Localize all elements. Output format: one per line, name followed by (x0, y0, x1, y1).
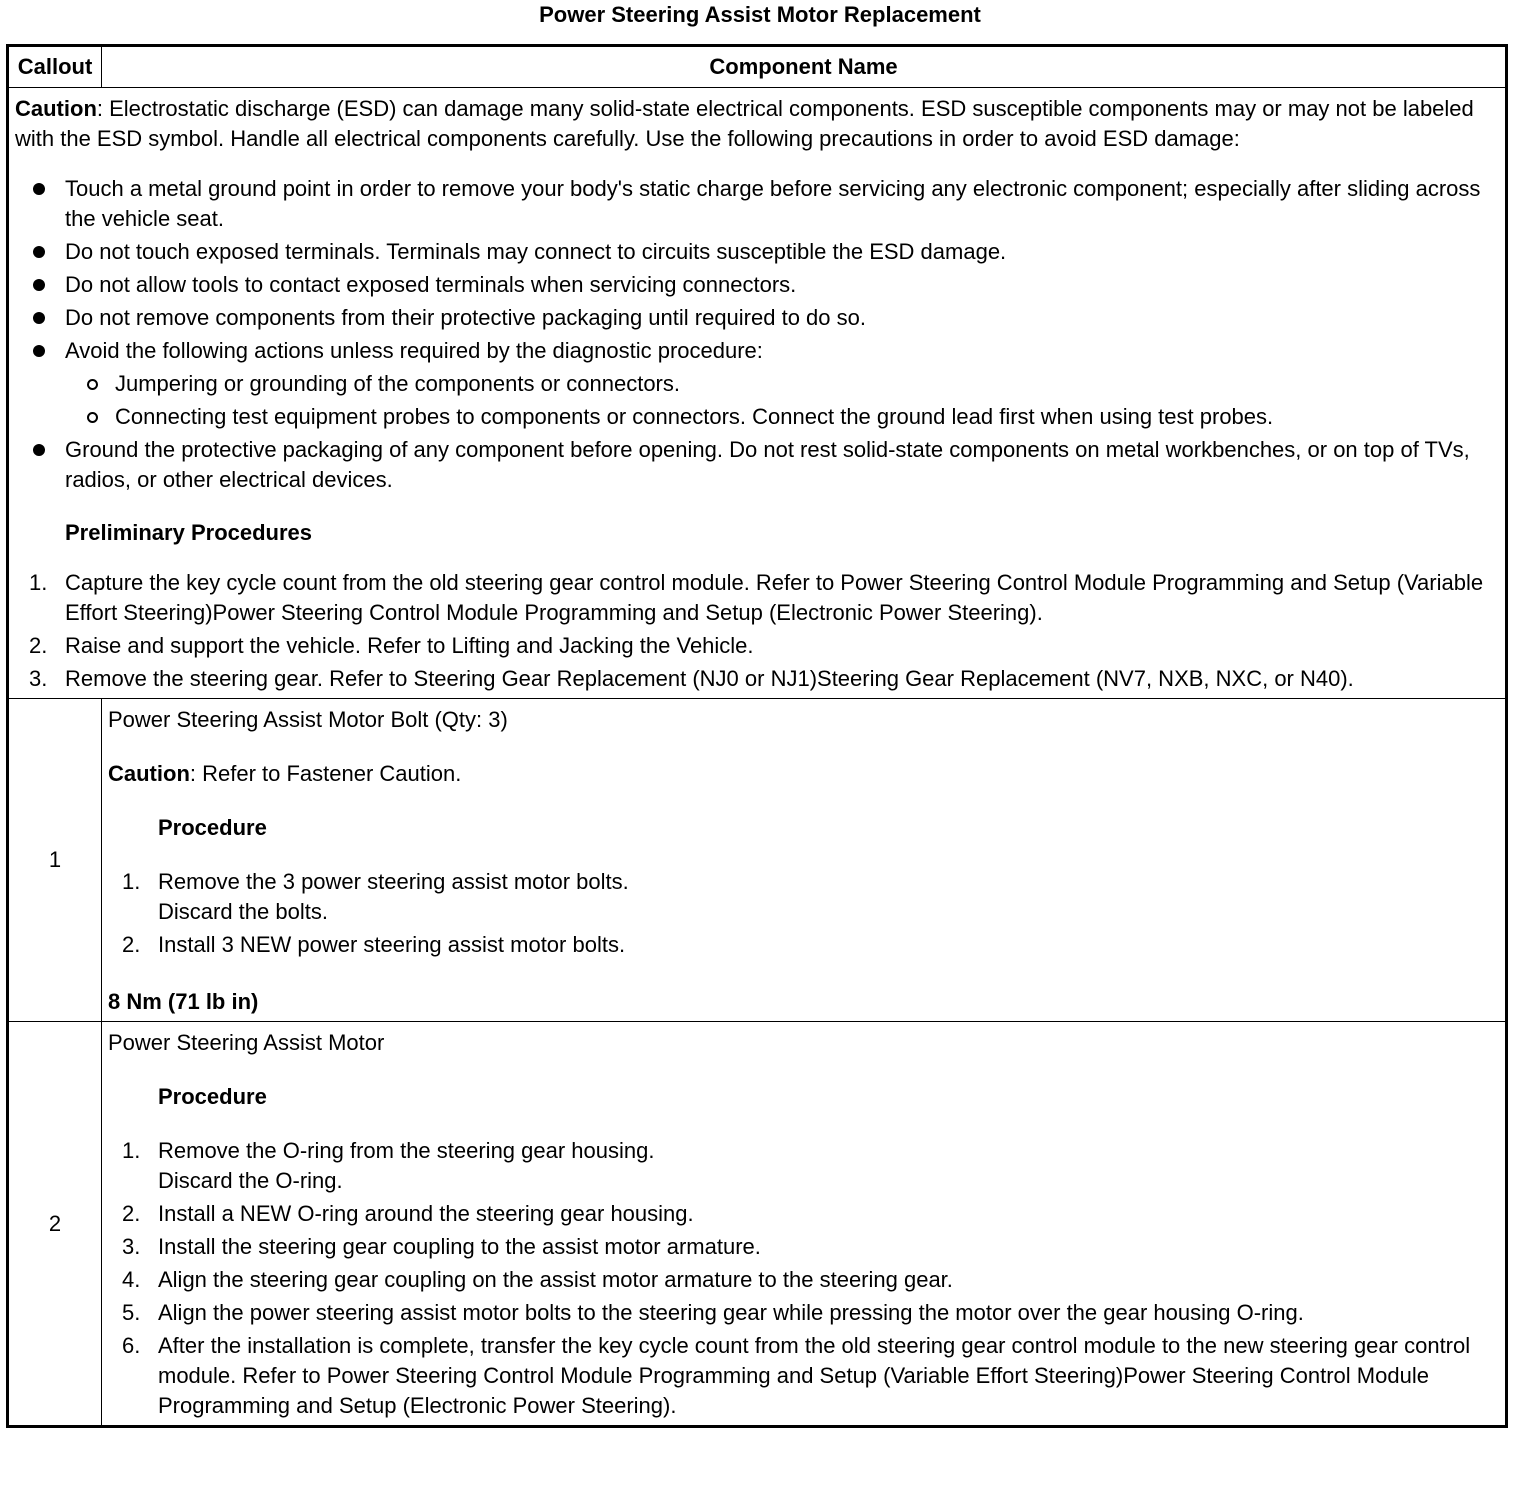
table-row (8, 1022, 1507, 1427)
sub-list-item: Jumpering or grounding of the components or connectors. (65, 369, 1501, 399)
step-number: 2. (122, 1201, 141, 1226)
step-number: 2. (122, 932, 141, 957)
page-title: Power Steering Assist Motor Replacement (539, 2, 981, 27)
step-text: Install the steering gear coupling to the assist motor armature. (158, 1234, 761, 1259)
component-cell (102, 1022, 1507, 1427)
list-item (108, 1199, 1501, 1229)
list-item: Do not remove components from their protective packaging until required to do so. (15, 303, 1501, 333)
step-number: 6. (122, 1333, 141, 1358)
preliminary-procedures-heading: Preliminary Procedures (65, 520, 313, 545)
step-text: Remove the 3 power steering assist motor bolts. (158, 869, 629, 894)
caution-body: : Refer to Fastener Caution. (189, 761, 462, 786)
fastener-caution (108, 759, 1501, 789)
callout-cell: 1 (8, 699, 102, 1022)
step-text: Raise and support the vehicle. Refer to Lifting and Jacking the Vehicle. (65, 633, 754, 658)
step-note: Discard the bolts. (158, 899, 328, 924)
step-text: Remove the steering gear. Refer to Steering Gear Replacement (NJ0 or NJ1)Steering Gear Replacement (NV7, NXB, NXC, or N40). (65, 666, 1354, 691)
procedure-steps-list (108, 867, 1501, 960)
step-text: Install a NEW O-ring around the steering gear housing. (158, 1201, 694, 1226)
step-number: 2. (29, 633, 48, 658)
list-item (108, 1136, 1501, 1196)
component-name-header: Component Name (102, 46, 1507, 88)
procedure-heading: Procedure (158, 815, 267, 840)
list-item (108, 1331, 1501, 1421)
step-text: Capture the key cycle count from the old steering gear control module. Refer to Power Steering Control Module Programming and Setup (Variable Effort Steering)Power Steering Control Module Programming and Setup (Electronic Power Steering). (65, 570, 1484, 625)
step-text: Align the power steering assist motor bolts to the steering gear while pressing the motor over the gear housing O-ring. (158, 1300, 1304, 1325)
table-row (8, 699, 1507, 1022)
list-item: Touch a metal ground point in order to remove your body's static charge before servicing any electronic component; especially after sliding across the vehicle seat. (15, 174, 1501, 234)
step-number: 3. (29, 666, 48, 691)
procedure-steps-list (108, 1136, 1501, 1421)
step-text: Remove the O-ring from the steering gear housing. (158, 1138, 655, 1163)
caution-body: : Electrostatic discharge (ESD) can damage many solid-state electrical components. ESD susceptible components may or may not be labeled with the ESD symbol. Handle all electrical components carefully. Use the following precautions in order to avoid ESD damage: (15, 96, 1474, 151)
caution-row (8, 88, 1507, 699)
step-text: Align the steering gear coupling on the assist motor armature to the steering gear. (158, 1267, 953, 1292)
step-number: 1. (29, 570, 48, 595)
list-item (15, 336, 1501, 432)
step-number: 1. (122, 869, 141, 894)
step-note: Discard the O-ring. (158, 1168, 343, 1193)
list-item: Do not allow tools to contact exposed terminals when servicing connectors. (15, 270, 1501, 300)
step-number: 4. (122, 1267, 141, 1292)
list-item (108, 1265, 1501, 1295)
list-item: Ground the protective packaging of any component before opening. Do not rest solid-state components on metal workbenches, or on top of TVs, radios, or other electrical devices. (15, 435, 1501, 495)
callout-header: Callout (8, 46, 102, 88)
list-item (15, 631, 1501, 661)
list-item (15, 664, 1501, 694)
caution-cell (8, 88, 1507, 699)
callout-cell: 2 (8, 1022, 102, 1427)
procedure-table (6, 44, 1508, 1428)
step-number: 3. (122, 1234, 141, 1259)
procedure-heading: Procedure (158, 1084, 267, 1109)
list-item-text: Avoid the following actions unless required by the diagnostic procedure: (65, 338, 763, 363)
step-text: After the installation is complete, transfer the key cycle count from the old steering gear control module to the new steering gear control module. Refer to Power Steering Control Module Programming and Setup (Variable Effort Steering)Power Steering Control Module Programming and Setup (Electronic Power Steering). (158, 1333, 1471, 1418)
component-name: Power Steering Assist Motor Bolt (Qty: 3) (108, 707, 508, 732)
step-number: 1. (122, 1138, 141, 1163)
caution-label: Caution (108, 761, 190, 786)
table-header-row (8, 46, 1507, 88)
step-text: Install 3 NEW power steering assist motor bolts. (158, 932, 626, 957)
step-number: 5. (122, 1300, 141, 1325)
torque-spec: 8 Nm (71 lb in) (108, 989, 259, 1014)
sub-list (65, 369, 1501, 432)
preliminary-steps-list (15, 568, 1501, 694)
sub-list-item: Connecting test equipment probes to components or connectors. Connect the ground lead first when using test probes. (65, 402, 1501, 432)
list-item (108, 930, 1501, 960)
list-item: Do not touch exposed terminals. Terminals may connect to circuits susceptible the ESD damage. (15, 237, 1501, 267)
caution-label: Caution (15, 96, 97, 121)
list-item (108, 1232, 1501, 1262)
esd-precautions-list (15, 174, 1501, 495)
esd-caution-text (15, 94, 1501, 154)
component-name: Power Steering Assist Motor (108, 1030, 385, 1055)
list-item (108, 867, 1501, 927)
component-cell (102, 699, 1507, 1022)
list-item (108, 1298, 1501, 1328)
list-item (15, 568, 1501, 628)
